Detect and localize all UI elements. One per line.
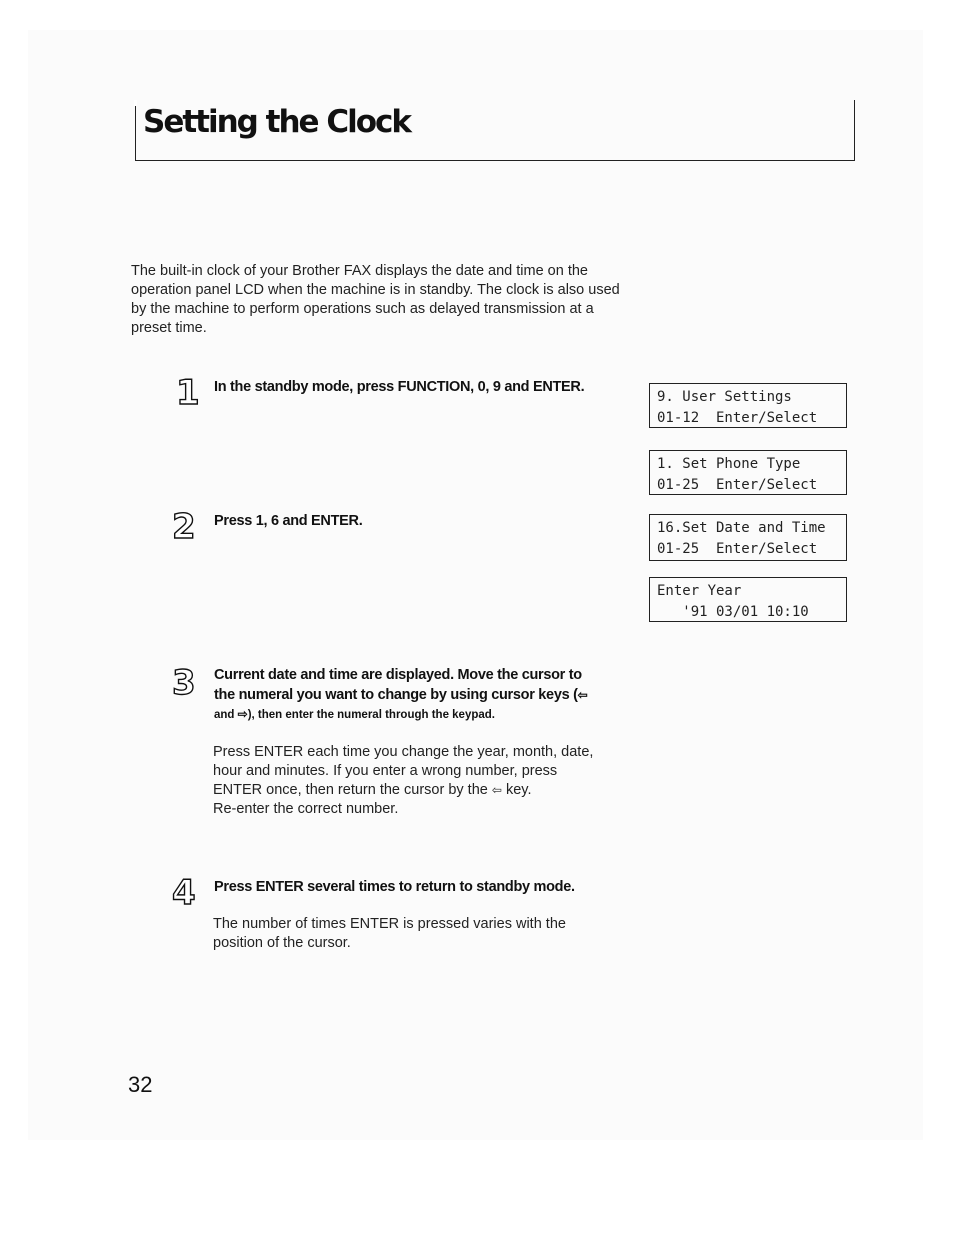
step-4-heading: Press ENTER several times to return to standby mode. <box>214 879 575 895</box>
lcd-screen-3: 16.Set Date and Time 01-25 Enter/Select <box>649 514 847 561</box>
step-3-number: 3 <box>172 663 196 703</box>
step-4-body: The number of times ENTER is pressed varies with the position of the cursor. <box>213 916 566 951</box>
step-3-body: Press ENTER each time you change the year, month, date, hour and minutes. If you enter a wrong number, press ENTER once, then return the cursor by the ⇦ key. Re-enter the correct number. <box>213 744 594 817</box>
right-arrow-icon: ⇨ <box>237 707 248 721</box>
step-3-heading-line2: the numeral you want to change by using cursor keys (⇦ <box>214 687 588 703</box>
lcd-screen-4: Enter Year '91 03/01 10:10 <box>649 577 847 622</box>
step-4-number: 4 <box>172 873 196 913</box>
step-1-heading: In the standby mode, press FUNCTION, 0, 9 and ENTER. <box>214 379 585 395</box>
page-title: Setting the Clock <box>143 104 411 140</box>
step-3-heading-line3: and ⇨), then enter the numeral through the keypad. <box>214 707 495 721</box>
step-2-number: 2 <box>172 507 196 547</box>
lcd-screen-1: 9. User Settings 01-12 Enter/Select <box>649 383 847 428</box>
page-number: 32 <box>128 1072 153 1097</box>
step-2-heading: Press 1, 6 and ENTER. <box>214 513 363 529</box>
intro-paragraph: The built-in clock of your Brother FAX displays the date and time on the operation panel LCD when the machine is in standby. The clock is also used by the machine to perform operations such as delayed transmission at a preset time. <box>131 263 620 336</box>
left-arrow-icon: ⇦ <box>577 688 588 702</box>
lcd-screen-2: 1. Set Phone Type 01-25 Enter/Select <box>649 450 847 495</box>
left-arrow-icon: ⇦ <box>491 783 502 797</box>
step-1-number: 1 <box>176 373 200 413</box>
step-3-heading-line1: Current date and time are displayed. Move the cursor to <box>214 667 582 683</box>
